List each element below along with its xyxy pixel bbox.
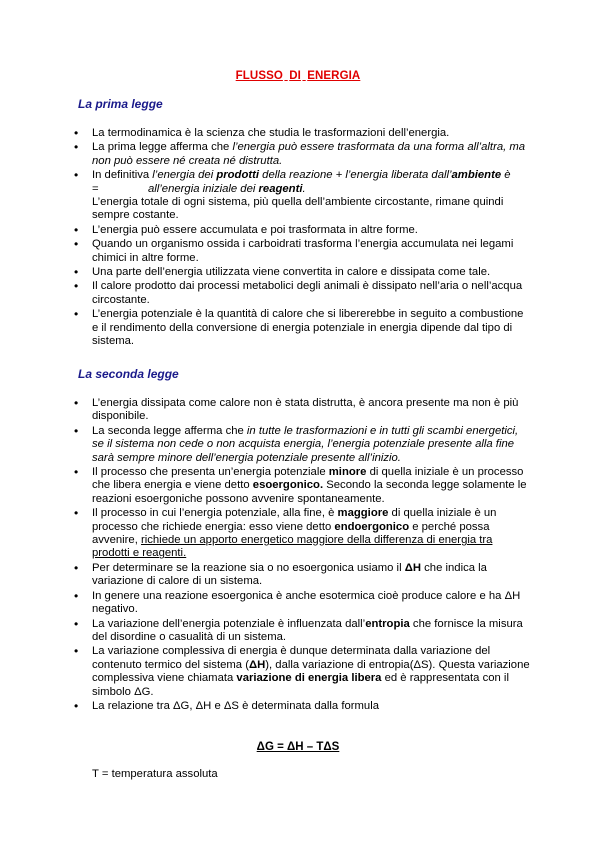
second-law-list xyxy=(72,397,532,714)
list-item: • La seconda legge afferma che in tutte le trasformazioni e in tutti gli scambi energetici, se il sistema non cede o non acquista energia, l’energia potenziale presente alla fine sarà sempre minore dell’energia potenziale presente all’inizio. xyxy=(72,425,532,465)
list-item: • In genere una reazione esoergonica è anche esotermica cioè produce calore e ha ΔH negativo. xyxy=(72,590,532,617)
document-title xyxy=(0,70,596,82)
heading-second-law: La seconda legge xyxy=(78,367,179,381)
free-energy-formula: ΔG = ΔH – TΔS xyxy=(256,741,340,753)
list-item: • L’energia potenziale è la quantità di calore che si libererebbe in seguito a combustione e il rendimento della conversione di energia potenziale in energia dipende dal tipo di sistema. xyxy=(72,308,532,348)
list-item: • Il calore prodotto dai processi metabolici degli animali è dissipato nell’aria o nell’acqua circostante. xyxy=(72,280,532,307)
first-law-list xyxy=(72,127,532,350)
list-item: • La variazione dell’energia potenziale è influenzata dall’entropia che fornisce la misura del disordine o casualità di un sistema. xyxy=(72,618,532,645)
title-word-3: ENERGIA xyxy=(307,70,361,82)
title-word-1: FLUSSO xyxy=(235,70,283,82)
list-item: • Il processo in cui l’energia potenziale, alla fine, è maggiore di quella iniziale è un processo che richiede energia: esso viene detto endoergonico e perché possa avvenire, richiede un apporto energetico maggiore della differenza di energia tra prodotti e reagenti. xyxy=(72,507,532,561)
list-item: • Il processo che presenta un’energia potenziale minore di quella iniziale è un processo che libera energia e viene detto esoergonico. Secondo la seconda legge solamente le reazioni esoergoniche possono avvenire spontaneamente. xyxy=(72,466,532,506)
list-item: • Una parte dell’energia utilizzata viene convertita in calore e dissipata come tale. xyxy=(72,266,532,279)
heading-first-law: La prima legge xyxy=(78,97,163,111)
list-item: • L’energia può essere accumulata e poi trasformata in altre forme. xyxy=(72,224,532,237)
list-item: • L’energia dissipata come calore non è stata distrutta, è ancora presente ma non è più disponibile. xyxy=(72,397,532,424)
list-item: • La variazione complessiva di energia è dunque determinata dalla variazione del contenuto termico del sistema (ΔH), dalla variazione di entropia(ΔS). Questa variazione complessiva viene chiamata variazione di energia libera ed è rappresentata con il simbolo ΔG. xyxy=(72,645,532,699)
list-item: • La termodinamica è la scienza che studia le trasformazioni dell’energia. xyxy=(72,127,532,140)
title-word-2: DI xyxy=(289,70,301,82)
list-item: • La prima legge afferma che l’energia può essere trasformata da una forma all’altra, ma non può essere né creata né distrutta. xyxy=(72,141,532,168)
list-item: • Per determinare se la reazione sia o no esoergonica usiamo il ΔH che indica la variazione di calore di un sistema. xyxy=(72,562,532,589)
list-item: • In definitiva l’energia dei prodotti della reazione + l’energia liberata dall’ambiente è = all’energia iniziale dei reagenti. L’energia totale di ogni sistema, più quella dell’ambiente circostante, rimane quindi sempre costante. xyxy=(72,169,532,223)
list-item: • La relazione tra ΔG, ΔH e ΔS è determinata dalla formula xyxy=(72,700,532,713)
temperature-note: T = temperatura assoluta xyxy=(92,768,218,780)
list-item: • Quando un organismo ossida i carboidrati trasforma l’energia accumulata nei legami chimici in altre forme. xyxy=(72,238,532,265)
